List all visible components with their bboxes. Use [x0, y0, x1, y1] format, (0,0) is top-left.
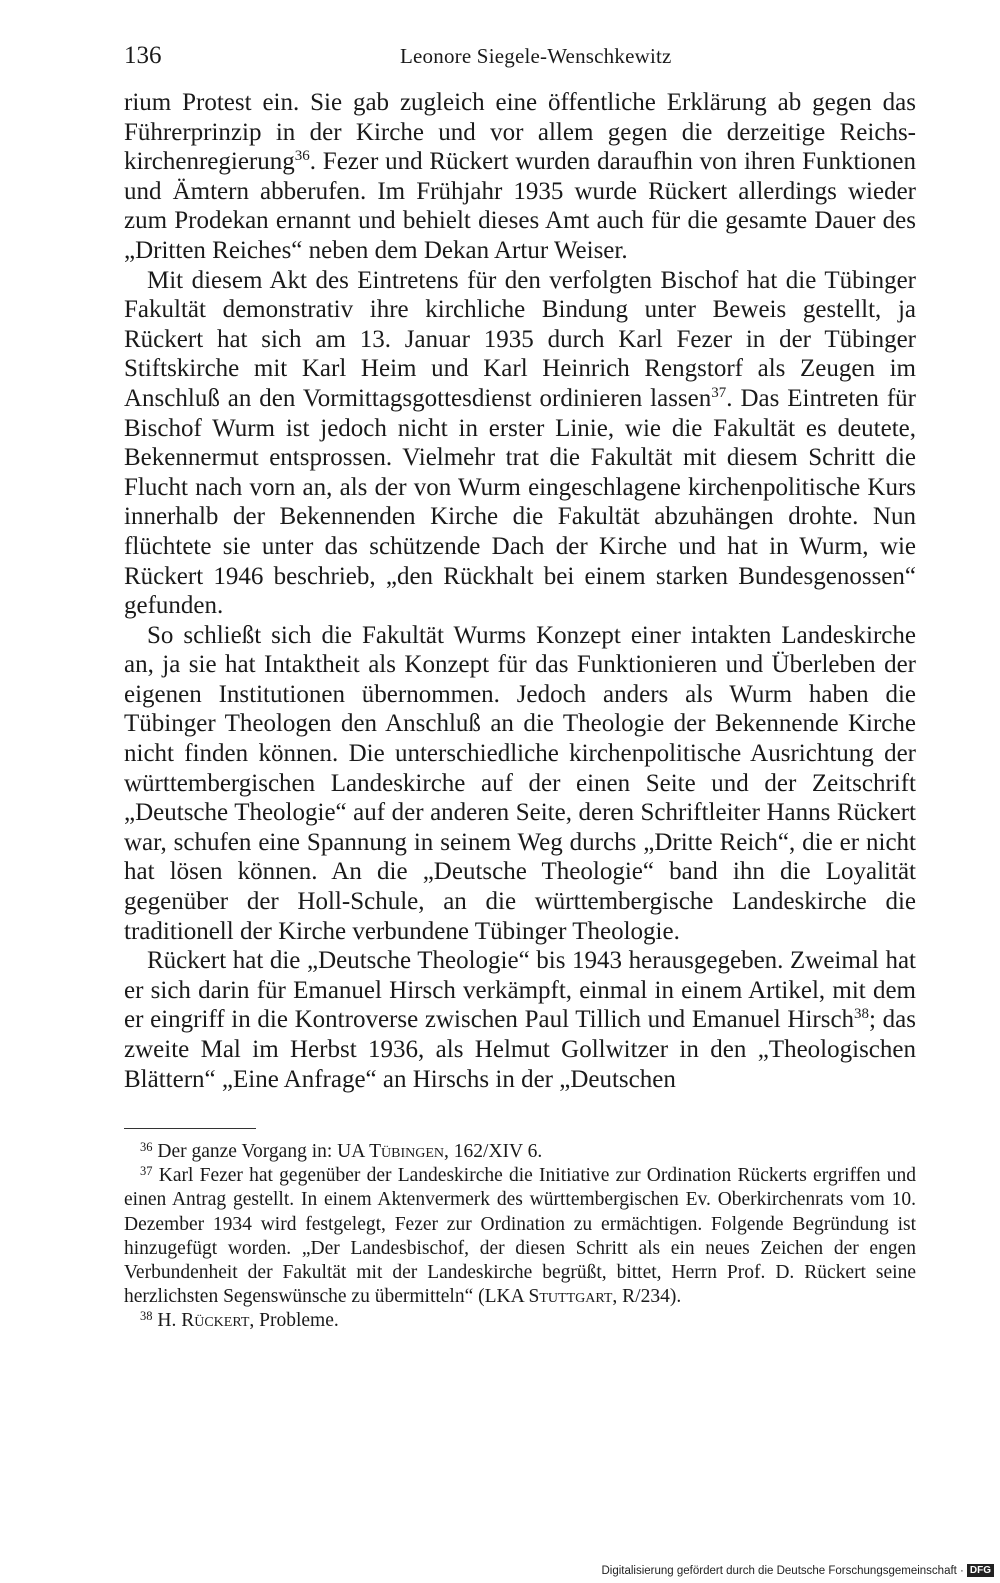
paragraph-text: Mit diesem Akt des Eintretens für den verfolgten Bischof hat die Tübinger Fakultät demonstrativ ihre kirchliche Bindung unter Beweis gestellt, ja Rückert hat sich am 13. Januar 1935 durch Karl Fezer in der Tübinger Stiftskirche mit Karl Heim und Karl Heinrich Rengstorf als Zeugen im Anschluß an den Vormittagsgottesdienst ordinieren lassen [124, 266, 916, 412]
footnote-smallcaps: Rückert [181, 1310, 250, 1332]
footnote-ref-38[interactable]: 38 [854, 1006, 870, 1023]
footnote-number: 37 [140, 1164, 153, 1179]
footnote-text: Der ganze Vorgang in: UA [157, 1141, 370, 1162]
footnote-ref-37[interactable]: 37 [711, 384, 727, 401]
running-head: Leonore Siegele-Wenschkewitz [400, 44, 672, 68]
footnote-number: 36 [140, 1140, 153, 1154]
dfg-logo-icon: DFG [967, 1564, 994, 1577]
paragraph-text: . Das Eintreten für Bischof Wurm ist jedoch nicht in erster Linie, wie die Fakultät es deutete, Bekennermut entsprossen. Vielmehr trat die Fakultät mit diesem Schritt die Flucht nach vorn an, als der von Wurm eingeschlagene kirchenpolitische Kurs innerhalb der Bekennenden Kirche die Fakultät abzuhängen drohte. Nun flüchtete sie unter das schützende Dach der Kirche und hat in Wurm, wie Rückert 1946 beschrieb, „den Rückhalt bei einem starken Bundesgenossen“ gefunden. [124, 384, 916, 620]
footnote-smallcaps: Tübingen [369, 1141, 445, 1162]
paragraph-text: rium Protest ein. Sie gab zugleich eine öffentliche Erklärung ab gegen das Führerprinzip in der Kirche und vor allem gegen die derzeitige Reichskirchenregierung [124, 89, 916, 176]
paragraph-text: ; das zweite Mal im Herbst 1936, als Helmut Gollwitzer in den „Theologischen Blättern“ „Eine Anfrage“ an Hirschs in der „Deutschen [124, 1006, 916, 1093]
footnote-text: Karl Fezer hat gegenüber der Landeskirche die Initiative zur Ordination Rückerts ergriffen und einen Antrag gestellt. In einem Aktenvermerk des württembergischen Ev. Oberkirchenrats vom 10. Dezember 1934 wird festgelegt, Fezer zur Ordination zu ermächtigen. Folgende Begründung ist hinzugefügt worden. „Der Landesbischof, der diesen Schritt als ein neues Zeichen der engen Verbundenheit der Fakultät mit der Landeskirche begrüßt, bittet, Herrn Prof. D. Rückert seine herzlichsten Segenswünsche zu übermitteln“ (LKA [124, 1165, 917, 1308]
footnote-text: , R/234). [612, 1286, 682, 1308]
footnote-smallcaps: Stuttgart [528, 1286, 613, 1308]
paragraph-1 [124, 88, 916, 266]
page-number: 136 [124, 42, 162, 69]
page-header [124, 38, 914, 74]
banner-text: Digitalisierung gefördert durch die Deutsche Forschungsgemeinschaft · [601, 1564, 964, 1577]
footnote-text: , Probleme. [249, 1310, 339, 1332]
paragraph-3: So schließt sich die Fakultät Wurms Konzept einer intakten Landeskirche an, ja sie hat Intaktheit als Konzept für das Funktionieren und Überleben der eigenen Institutionen übernommen. Jedoch anders als Wurm haben die Tübinger Theologen den Anschluß an die Theologie der Bekennende Kirche nicht finden können. Die unterschiedliche kirchenpolitische Ausrichtung der württembergischen Landeskirche auf der einen Seite und der Zeitschrift „Deutsche Theologie“ auf der anderen Seite, deren Schriftleiter Hanns Rückert war, schufen eine Spannung in seinem Weg durchs „Dritte Reich“, die er nicht hat lösen können. An die „Deutsche Theologie“ band ihn die Loyalität gegenüber der Holl-Schule, an die württembergische Landeskirche die traditionell der Kirche verbundene Tübinger Theologie. [124, 621, 916, 945]
footnote-ref-36[interactable]: 36 [294, 148, 310, 165]
footnote-divider [124, 1128, 256, 1129]
digitization-banner [601, 1564, 994, 1577]
paragraph-4 [124, 946, 916, 1094]
body-text [124, 88, 916, 1094]
footnote-text: H. [157, 1310, 182, 1332]
footnote-38 [124, 1309, 916, 1333]
footnote-37 [124, 1164, 916, 1309]
footnote-number: 38 [140, 1309, 153, 1324]
paragraph-text: Rückert hat die „Deutsche Theologie“ bis 1943 herausgegeben. Zweimal hat er sich darin für Emanuel Hirsch verkämpft, einmal in einem Artikel, mit dem er eingriff in die Kontroverse zwischen Paul Tillich und Emanuel Hirsch [124, 947, 916, 1034]
paragraph-2 [124, 266, 916, 621]
footnote-text: , 162/XIV 6. [444, 1141, 543, 1162]
paragraph-text: . Fezer und Rückert wurden daraufhin von ihren Funktionen und Ämtern abberufen. Im Frühjahr 1935 wurde Rückert allerdings wieder zum Prodekan ernannt und behielt dieses Amt auch für die gesamte Dauer des „Dritten Reiches“ neben dem Dekan Artur Weiser. [124, 148, 916, 264]
footnotes [124, 1140, 916, 1334]
footnote-36 [124, 1140, 916, 1164]
